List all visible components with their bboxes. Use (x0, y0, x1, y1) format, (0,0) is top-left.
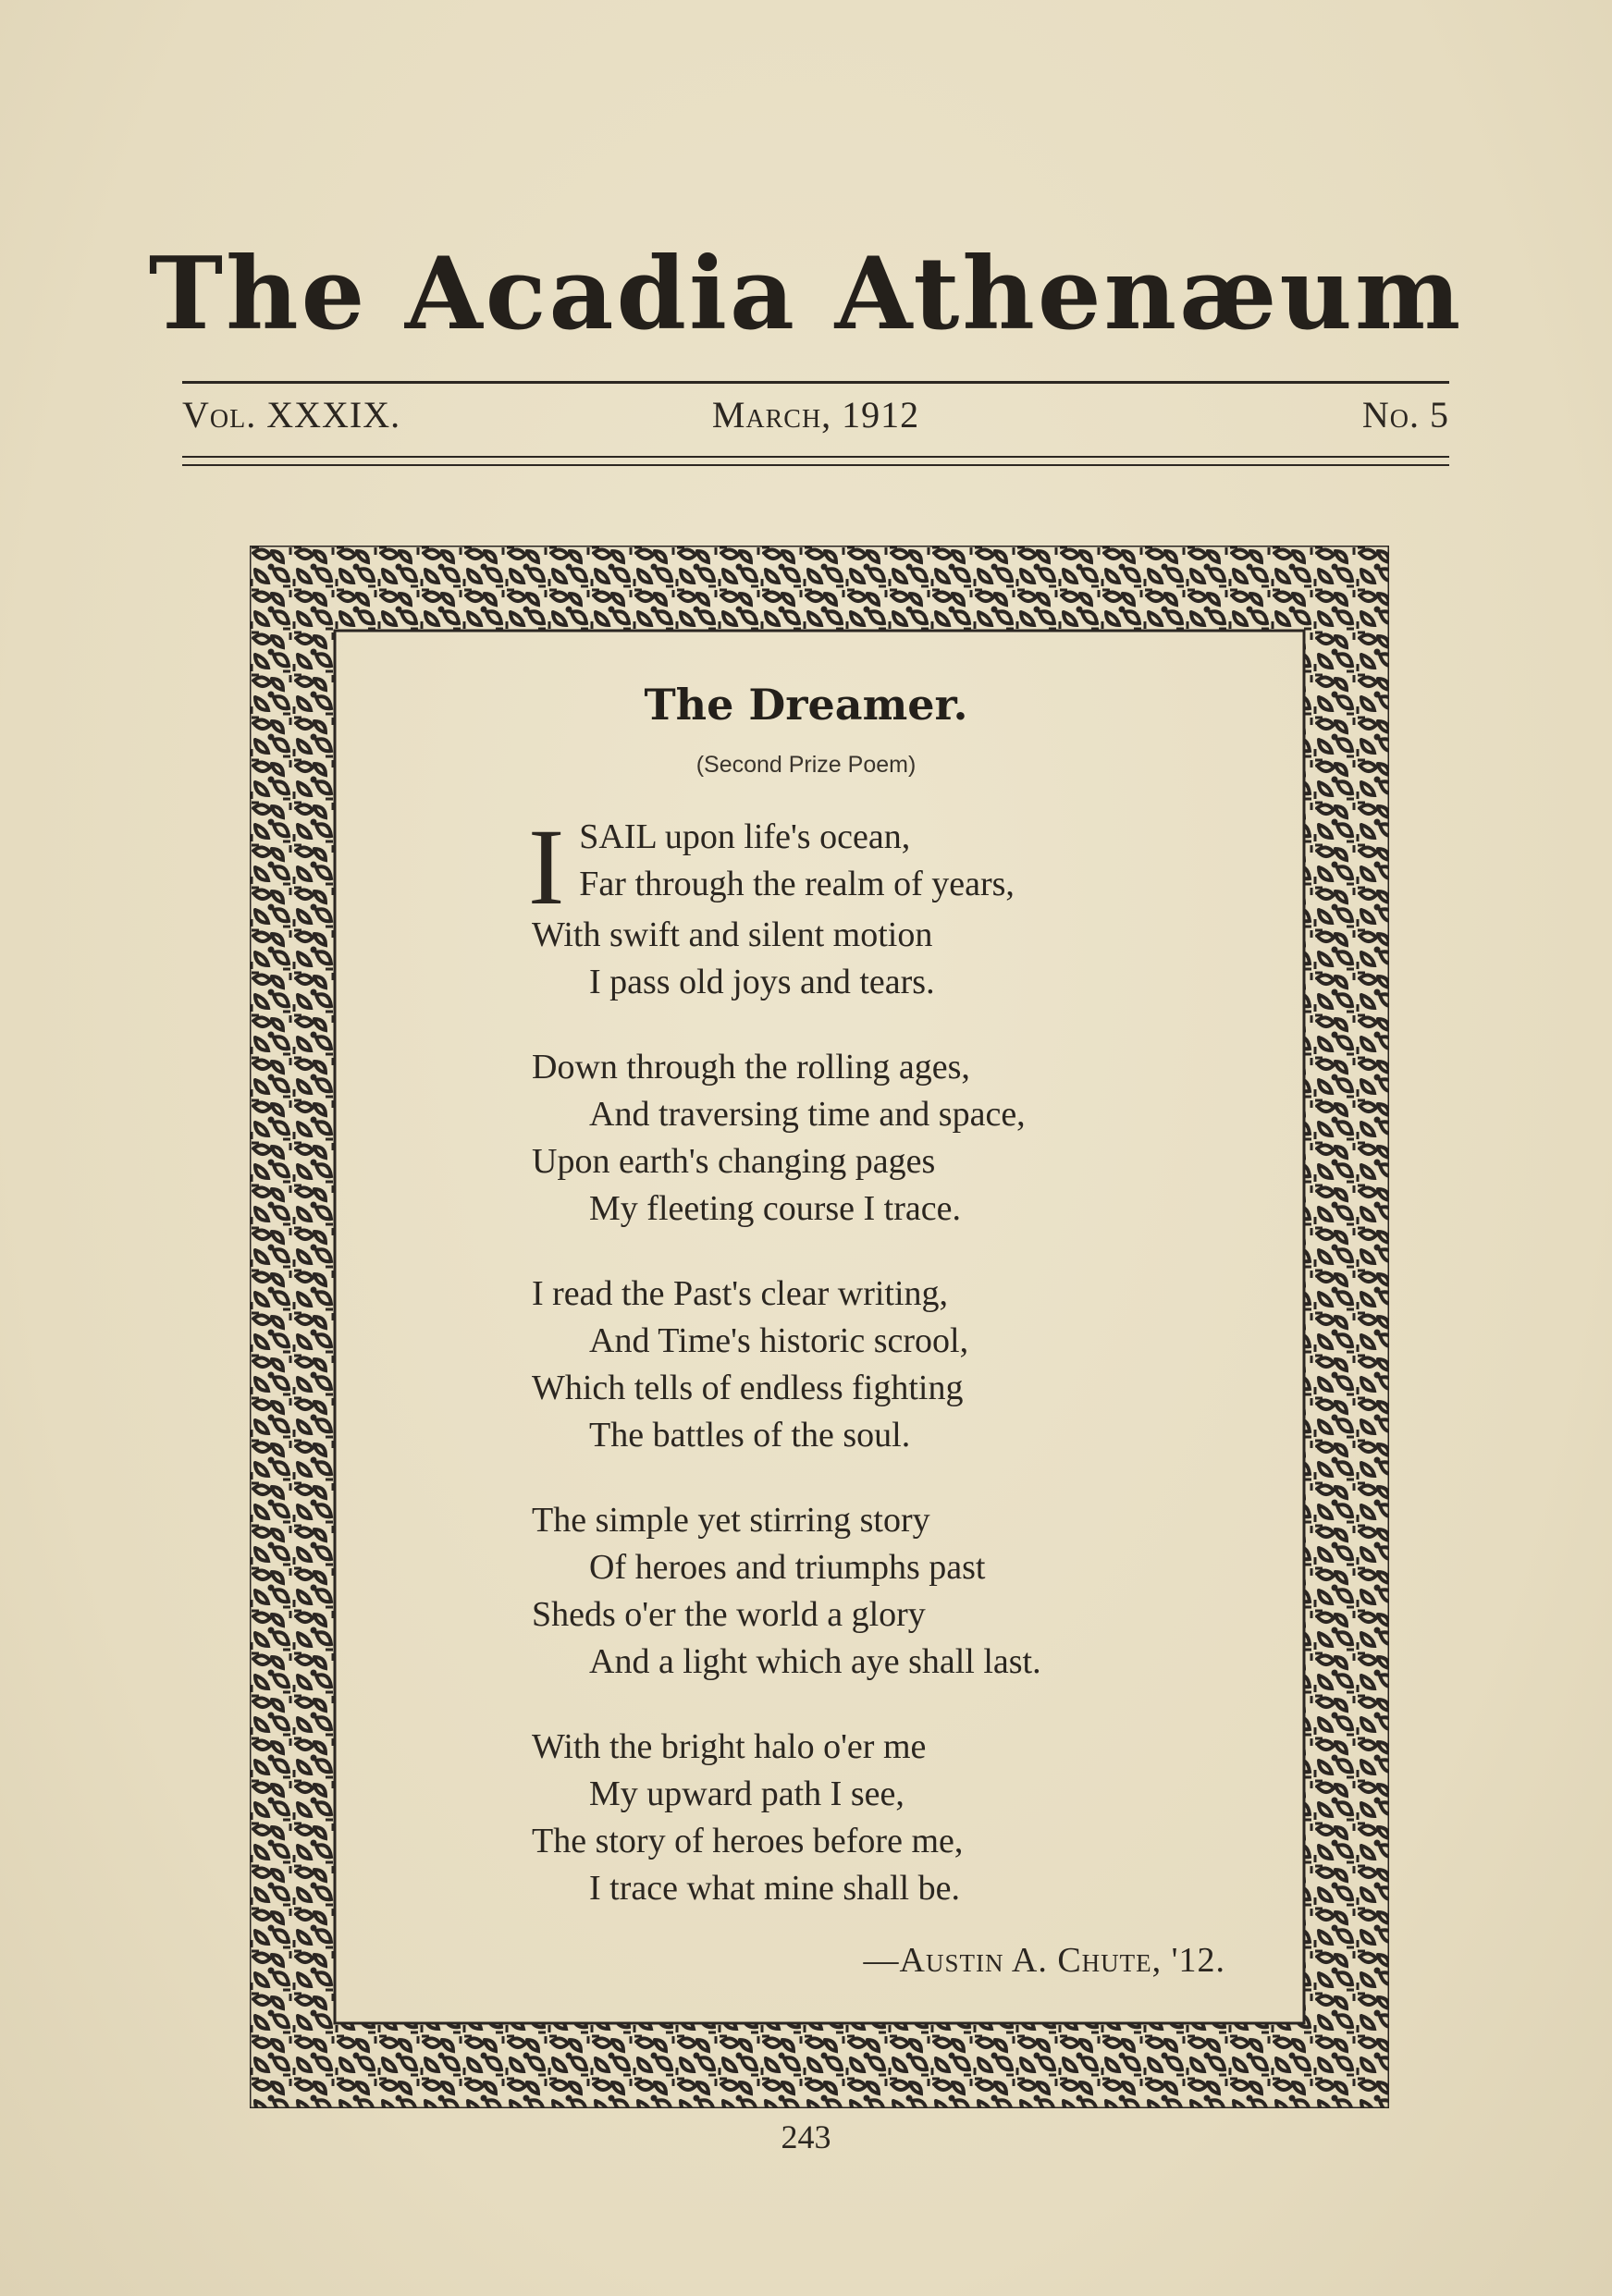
poem-line: Down through the rolling ages, (532, 1048, 970, 1087)
poem-line: The battles of the soul. (589, 1416, 911, 1455)
masthead-rule-top (182, 381, 1449, 384)
poem-line: The simple yet stirring story (532, 1501, 930, 1540)
poem-line: My upward path I see, (589, 1774, 904, 1813)
poem-body (528, 806, 1272, 1950)
volume-label: Vol. XXXIX. (182, 394, 401, 436)
poem-line: The story of heroes before me, (532, 1822, 964, 1860)
poem-title: The Dreamer. (644, 680, 968, 730)
poem-line: With the bright halo o'er me (532, 1727, 927, 1766)
poem-line: Sheds o'er the world a glory (532, 1595, 926, 1634)
issue-date: March, 1912 (711, 394, 920, 436)
poem-line: Of heroes and triumphs past (589, 1548, 986, 1587)
stanza (528, 806, 1272, 1006)
poem-line: Far through the realm of years, (579, 865, 1015, 903)
poem-line: I read the Past's clear writing, (532, 1274, 949, 1313)
poem-line: I trace what mine shall be. (589, 1869, 960, 1908)
stanza (532, 1497, 1272, 1686)
poem-line: Which tells of endless fighting (532, 1369, 964, 1407)
stanza (532, 1044, 1272, 1233)
issue-number: No. 5 (1361, 394, 1449, 436)
poem-line: I pass old joys and tears. (589, 963, 935, 1001)
stanza (532, 1724, 1272, 1912)
page-number: 243 (781, 2118, 831, 2155)
poem-line: Upon earth's changing pages (532, 1142, 936, 1181)
poem-signature: —Austin A. Chute, '12. (863, 1941, 1225, 1980)
masthead-title: The Acadia Athenæum (148, 236, 1464, 352)
masthead-rule-bottom-double (182, 464, 1449, 466)
issue-line (182, 393, 1449, 445)
poem-line: With swift and silent motion (532, 915, 933, 954)
poem-line: And Time's historic scrool, (589, 1321, 969, 1360)
stanza (532, 1271, 1272, 1459)
poem-line: My fleeting course I trace. (589, 1189, 961, 1228)
poem-line: And a light which aye shall last. (589, 1642, 1041, 1681)
masthead-rule-bottom (182, 456, 1449, 458)
drop-cap: I (528, 806, 565, 927)
poem-line: SAIL upon life's ocean, (579, 817, 911, 856)
poem-line: And traversing time and space, (589, 1095, 1026, 1134)
poem-subtitle: (Second Prize Poem) (695, 752, 917, 778)
